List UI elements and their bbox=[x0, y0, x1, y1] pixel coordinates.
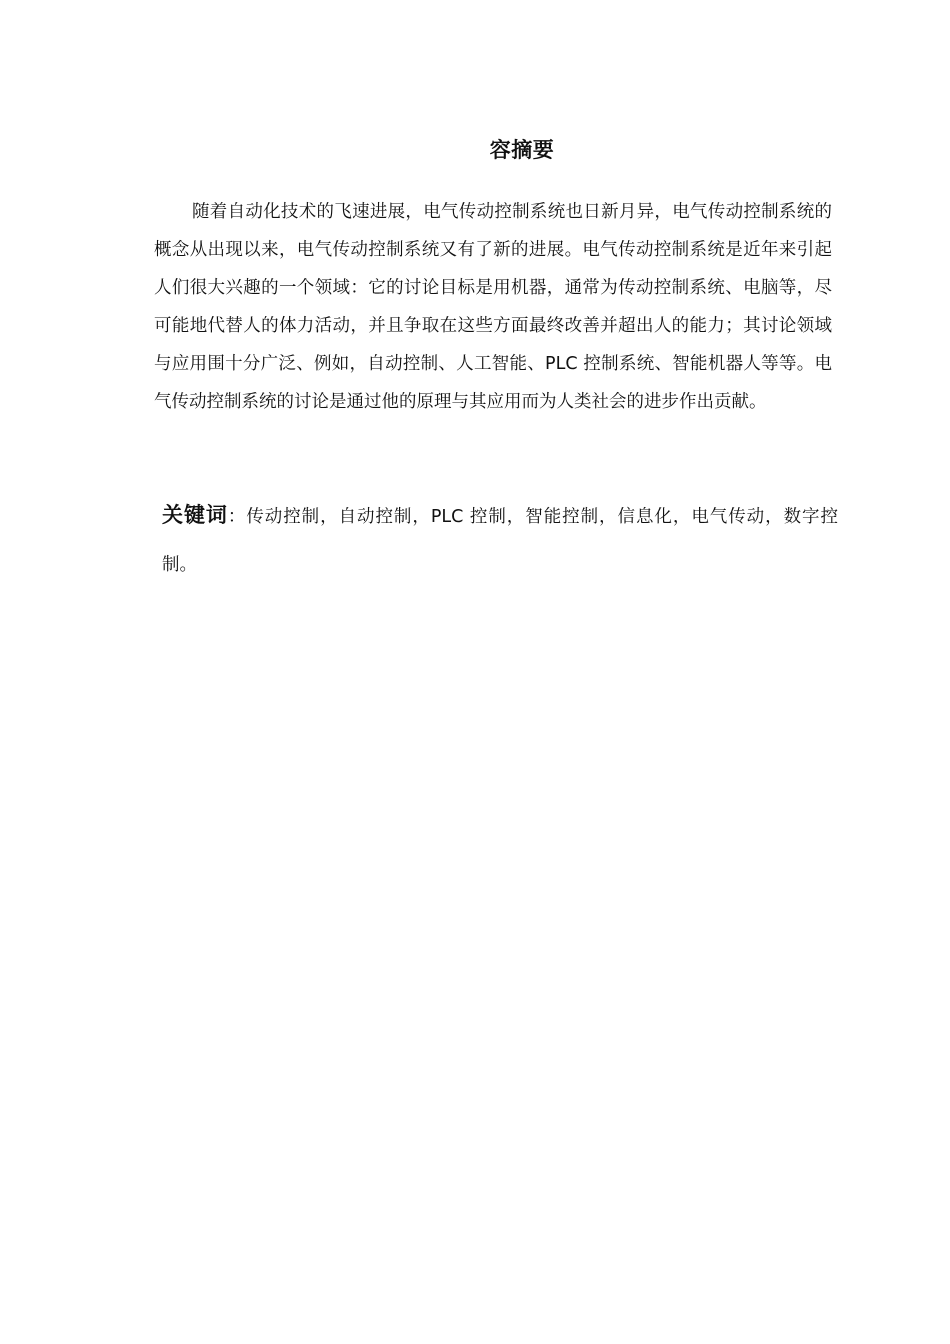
abstract-paragraph: 随着自动化技术的飞速进展，电气传动控制系统也日新月异，电气传动控制系统的概念从出现以来，电气传动控制系统又有了新的进展。电气传动控制系统是近年来引起人们很大兴趣的一个领域：它的讨论目标是用机器，通常为传动控制系统、电脑等，尽可能地代替人的体力活动，并且争取在这些方面最终改善并超出人的能力；其讨论领域与应用围十分广泛、例如，自动控制、人工智能、PLC 控制系统、智能机器人等等。电气传动控制系统的讨论是通过他的原理与其应用而为人类社会的进步作出贡献。 bbox=[154, 202, 832, 412]
keywords-section bbox=[162, 491, 838, 589]
abstract-title: 容摘要 bbox=[489, 138, 555, 162]
keywords-list: 传动控制，自动控制，PLC 控制，智能控制，信息化，电气传动，数字控制。 bbox=[162, 507, 838, 575]
keywords-separator: ： bbox=[227, 507, 247, 527]
keywords-label: 关键词 bbox=[162, 503, 228, 527]
